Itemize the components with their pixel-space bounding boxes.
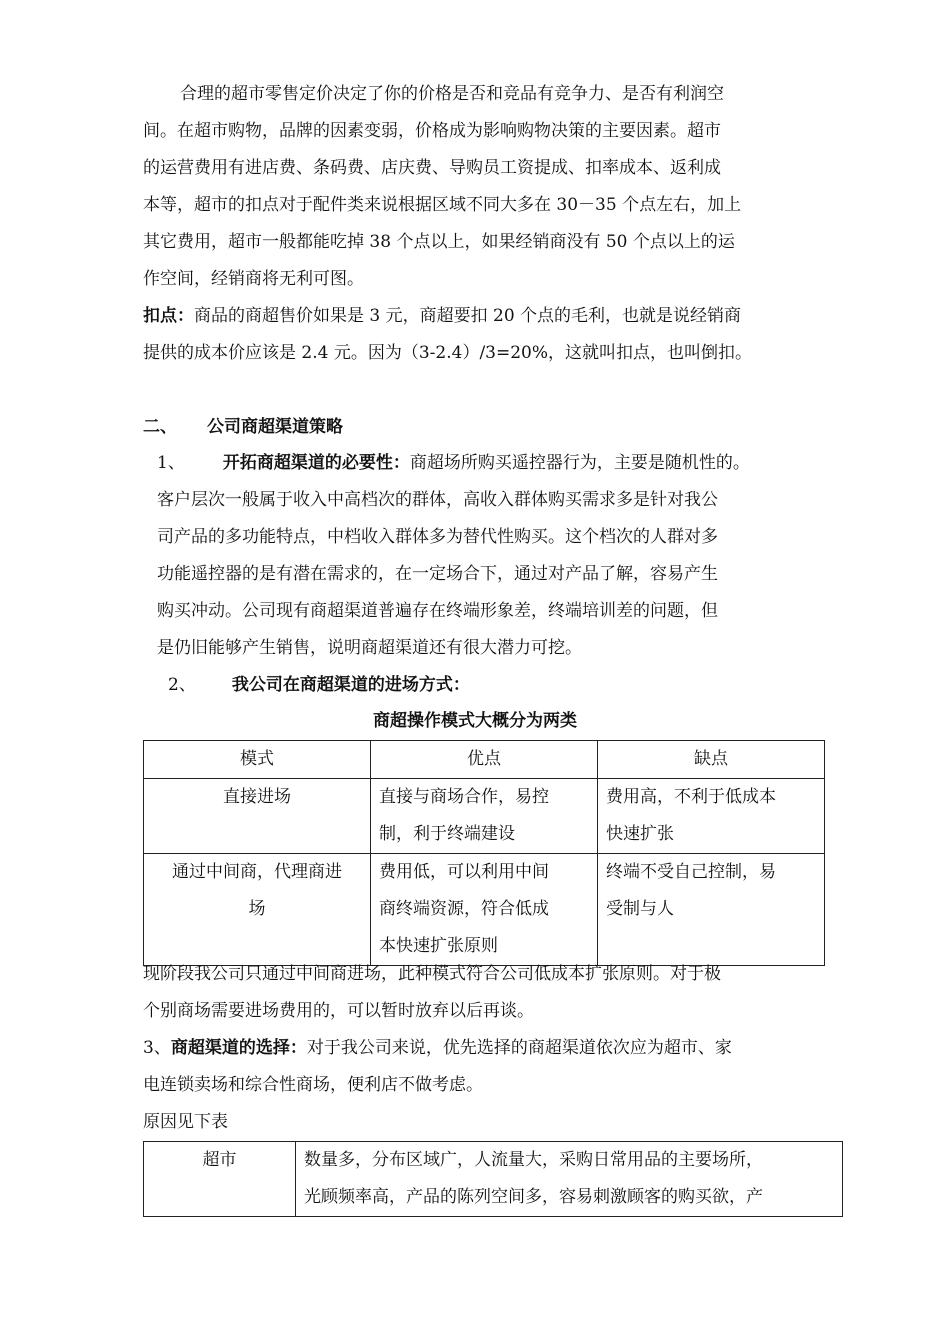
- cell-text: 场: [248, 899, 266, 919]
- section-number: 二、: [143, 417, 177, 437]
- section-title: 公司商超渠道策略: [207, 417, 343, 437]
- table-header-row: [144, 741, 825, 779]
- channel-description: [296, 1142, 843, 1217]
- item1-first-line: [157, 452, 750, 474]
- item2-label: 我公司在商超渠道的进场方式：: [231, 675, 470, 695]
- cell-text: 制，利于终端建设: [379, 824, 515, 844]
- item1-line-1: 商超场所购买遥控器行为，主要是随机性的。: [409, 453, 750, 473]
- item1-number: 1、: [157, 453, 185, 473]
- cell-text: 费用高，不利于低成本: [606, 787, 776, 807]
- cell-cons: [598, 779, 825, 854]
- deduction-paragraph: [143, 305, 741, 327]
- header-pros: 优点: [371, 741, 598, 779]
- item3-number: 3、: [143, 1038, 171, 1058]
- section-heading: [143, 416, 343, 438]
- deduction-label: 扣点：: [143, 306, 194, 326]
- cell-pros: [371, 854, 598, 966]
- cell-text: 直接与商场合作，易控: [379, 787, 549, 807]
- header-cons: 缺点: [598, 741, 825, 779]
- item1-line-4: 功能遥控器的是有潜在需求的，在一定场合下，通过对产品了解，容易产生: [157, 564, 718, 584]
- cell-text: 快速扩张: [606, 824, 674, 844]
- item3-label: 商超渠道的选择：: [170, 1038, 307, 1058]
- table-title: 商超操作模式大概分为两类: [373, 711, 577, 731]
- modes-table: [143, 740, 825, 966]
- channels-table: [143, 1141, 843, 1217]
- cell-text: 商终端资源，符合低成: [379, 899, 549, 919]
- cell-text: 本快速扩张原则: [379, 936, 498, 956]
- item1-line-3: 司产品的多功能特点，中档收入群体多为替代性购买。这个档次的人群对多: [157, 527, 718, 547]
- item1-label: 开拓商超渠道的必要性：: [222, 453, 410, 473]
- after-table-line-2: 个别商场需要进场费用的，可以暂时放弃以后再谈。: [143, 1001, 534, 1021]
- cell-mode: [144, 779, 371, 854]
- cell-text: 受制与人: [606, 899, 674, 919]
- cell-text: 通过中间商，代理商进: [172, 862, 342, 882]
- deduction-line-1: 商品的商超售价如果是 3 元，商超要扣 20 个点的毛利，也就是说经销商: [194, 306, 742, 326]
- header-mode: 模式: [144, 741, 371, 779]
- table-row: [144, 1142, 843, 1217]
- cell-text: 数量多，分布区域广，人流量大，采购日常用品的主要场所，: [304, 1150, 763, 1170]
- intro-line-2: 间。在超市购物，品牌的因素变弱，价格成为影响购物决策的主要因素。超市: [143, 121, 721, 141]
- intro-line-5: 其它费用，超市一般都能吃掉 38 个点以上，如果经销商没有 50 个点以上的运: [143, 232, 735, 252]
- item2-number: 2、: [168, 675, 196, 695]
- item3-first-line: [143, 1037, 732, 1059]
- channel-name: 超市: [144, 1142, 296, 1217]
- item1-line-2: 客户层次一般属于收入中高档次的群体，高收入群体购买需求多是针对我公: [157, 490, 718, 510]
- intro-line-4: 本等，超市的扣点对于配件类来说根据区域不同大多在 30－35 个点左右，加上: [143, 195, 742, 215]
- deduction-line-2: 提供的成本价应该是 2.4 元。因为（3-2.4）/3=20%，这就叫扣点，也叫倒扣。: [143, 343, 753, 363]
- cell-text: 终端不受自己控制，易: [606, 862, 776, 882]
- reason-line: 原因见下表: [143, 1112, 228, 1132]
- table-row: [144, 854, 825, 966]
- intro-line-1: 合理的超市零售定价决定了你的价格是否和竞品有竞争力、是否有利润空: [180, 84, 724, 104]
- cell-text: 费用低，可以利用中间: [379, 862, 549, 882]
- item1-line-6: 是仍旧能够产生销售，说明商超渠道还有很大潜力可挖。: [157, 638, 582, 658]
- intro-line-6: 作空间，经销商将无利可图。: [143, 269, 364, 289]
- item1-line-5: 购买冲动。公司现有商超渠道普遍存在终端形象差，终端培训差的问题，但: [157, 601, 718, 621]
- table-row: [144, 779, 825, 854]
- cell-cons: [598, 854, 825, 966]
- after-table-line-1: 现阶段我公司只通过中间商进场，此种模式符合公司低成本扩张原则。对于极: [143, 964, 721, 984]
- item2-line: [168, 674, 470, 696]
- cell-text: 光顾频率高，产品的陈列空间多，容易刺激顾客的购买欲，产: [304, 1187, 763, 1207]
- cell-pros: [371, 779, 598, 854]
- item3-line-1: 对于我公司来说，优先选择的商超渠道依次应为超市、家: [306, 1038, 732, 1058]
- intro-line-3: 的运营费用有进店费、条码费、店庆费、导购员工资提成、扣率成本、返利成: [143, 158, 721, 178]
- item3-line-2: 电连锁卖场和综合性商场，便利店不做考虑。: [143, 1075, 483, 1095]
- cell-text: 直接进场: [223, 787, 291, 807]
- cell-mode: [144, 854, 371, 966]
